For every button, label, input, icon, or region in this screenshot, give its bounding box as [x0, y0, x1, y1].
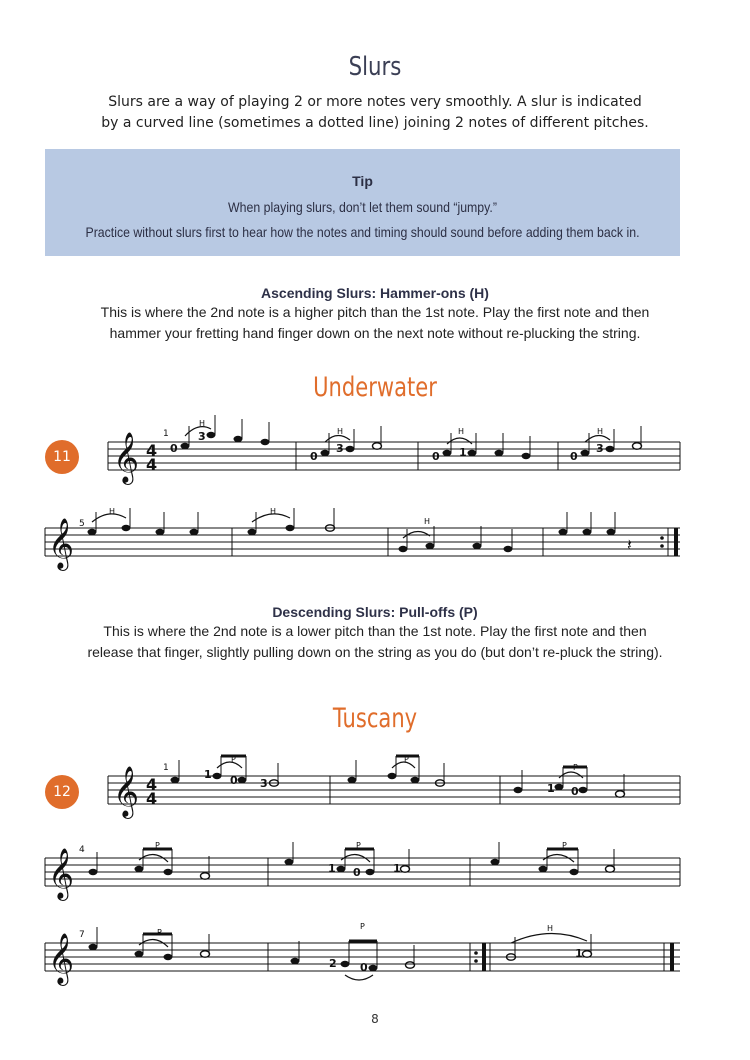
svg-text:3: 3: [596, 442, 604, 455]
svg-text:P: P: [231, 755, 236, 764]
tuscany-staff-2: [0, 840, 750, 910]
song-number-badge: 12: [45, 775, 79, 809]
time-signature-bottom: 4: [146, 455, 158, 474]
treble-clef-icon: 𝄞: [48, 518, 75, 569]
time-signature-top: 4: [146, 775, 158, 794]
svg-text:P: P: [157, 928, 162, 937]
svg-text:P: P: [573, 763, 578, 772]
tip-box: [45, 149, 680, 256]
ascending-text: [0, 302, 750, 344]
svg-text:0: 0: [360, 961, 368, 974]
svg-text:3: 3: [336, 442, 344, 455]
svg-text:1: 1: [459, 446, 467, 459]
song-title-tuscany: Tuscany: [332, 703, 418, 734]
descending-line-2: release that finger, slightly pulling down on the string as you do (but don’t re-pluck the string).: [87, 644, 663, 660]
intro-line-1: Slurs are a way of playing 2 or more notes very smoothly. A slur is indicated: [108, 94, 642, 110]
svg-text:1: 1: [328, 862, 336, 875]
svg-text:0: 0: [353, 866, 361, 879]
time-signature-bottom: 4: [146, 789, 158, 808]
ascending-line-1: This is where the 2nd note is a higher pitch than the 1st note. Play the first note and then: [100, 304, 650, 320]
measure-number: 4: [79, 845, 85, 855]
svg-text:0: 0: [432, 450, 440, 463]
svg-text:P: P: [155, 841, 160, 850]
svg-text:0: 0: [230, 774, 238, 787]
tip-line-2: Practice without slurs first to hear how the notes and timing should sound before adding them back in.: [85, 224, 640, 240]
measure-number: 1: [163, 429, 169, 439]
tuscany-staff-3: [0, 922, 750, 995]
svg-text:0: 0: [170, 442, 178, 455]
treble-clef-icon: 𝄞: [113, 432, 140, 483]
svg-text:1: 1: [575, 947, 583, 960]
svg-text:P: P: [404, 755, 409, 764]
page-title: Slurs: [348, 52, 402, 82]
treble-clef-icon: 𝄞: [48, 848, 75, 899]
svg-text:H: H: [597, 427, 604, 436]
intro-text: [0, 92, 750, 134]
svg-text:1: 1: [547, 782, 555, 795]
time-signature-top: 4: [146, 441, 158, 460]
svg-text:3: 3: [260, 777, 268, 790]
svg-text:0: 0: [570, 450, 578, 463]
song-number-badge: 11: [45, 440, 79, 474]
descending-text: [0, 621, 750, 663]
svg-text:P: P: [360, 922, 365, 931]
underwater-staff-1: [0, 420, 750, 490]
svg-text:H: H: [270, 507, 277, 516]
svg-text:H: H: [337, 427, 344, 436]
svg-text:2: 2: [329, 957, 337, 970]
tip-title: Tip: [352, 173, 373, 189]
page-number: 8: [371, 1012, 379, 1026]
svg-text:1: 1: [204, 768, 212, 781]
ascending-heading: Ascending Slurs: Hammer-ons (H): [261, 285, 489, 301]
notes: [89, 841, 615, 879]
descending-line-1: This is where the 2nd note is a lower pitch than the 1st note. Play the first note and then: [103, 623, 647, 639]
tip-line-1: When playing slurs, don’t let them sound “jumpy.”: [228, 199, 497, 215]
svg-text:P: P: [356, 841, 361, 850]
svg-text:3: 3: [198, 430, 206, 443]
descending-heading: Descending Slurs: Pull-offs (P): [272, 604, 478, 620]
intro-line-2: by a curved line (sometimes a dotted line) joining 2 notes of different pitches.: [101, 115, 649, 131]
svg-text:H: H: [458, 427, 465, 436]
svg-text:H: H: [424, 517, 431, 526]
svg-text:1: 1: [393, 862, 401, 875]
underwater-staff-2: [0, 507, 750, 580]
svg-text:H: H: [547, 924, 554, 933]
svg-text:0: 0: [571, 785, 579, 798]
treble-clef-icon: 𝄞: [48, 933, 75, 984]
measure-number: 5: [79, 519, 85, 529]
song-title-underwater: Underwater: [313, 372, 437, 403]
tuscany-staff-1: [0, 754, 750, 824]
svg-text:P: P: [562, 841, 567, 850]
ascending-line-2: hammer your fretting hand finger down on the next note without re-plucking the string.: [109, 325, 641, 341]
svg-text:0: 0: [310, 450, 318, 463]
measure-number: 1: [163, 763, 169, 773]
svg-text:H: H: [109, 507, 116, 516]
treble-clef-icon: 𝄞: [113, 766, 140, 817]
svg-text:H: H: [199, 419, 206, 428]
quarter-rest-icon: 𝄽: [627, 535, 632, 554]
measure-number: 7: [79, 930, 85, 940]
notes: [88, 507, 633, 554]
